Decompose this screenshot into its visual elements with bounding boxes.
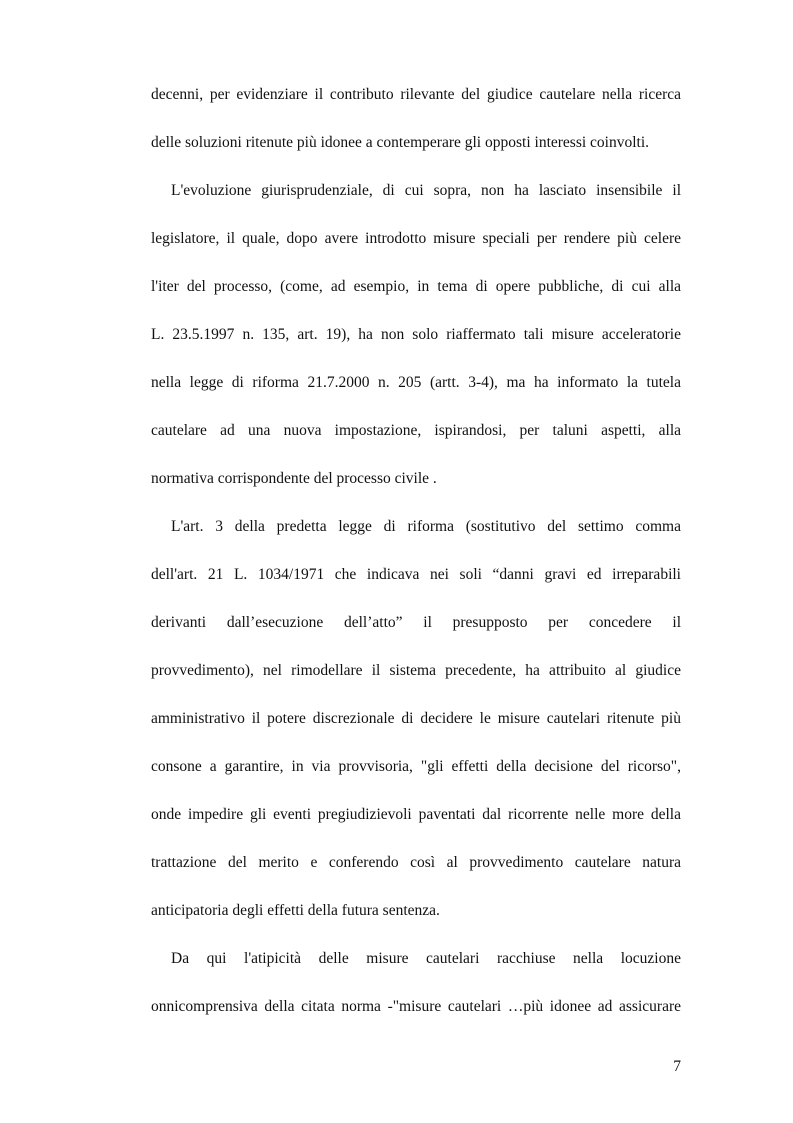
page-number: 7 [673,1058,681,1075]
text-line-20: onnicomprensiva della citata norma -"misure cautelari …più idonee ad assicurare [151,998,681,1015]
text-line-3: L'evoluzione giurisprudenziale, di cui sopra, non ha lasciato insensibile il [171,182,681,199]
text-line-1: decenni, per evidenziare il contributo rilevante del giudice cautelare nella ricerca [151,86,681,103]
text-line-7: nella legge di riforma 21.7.2000 n. 205 (artt. 3-4), ma ha informato la tutela [151,374,681,391]
text-line-10: L'art. 3 della predetta legge di riforma (sostitutivo del settimo comma [171,518,681,535]
text-line-6: L. 23.5.1997 n. 135, art. 19), ha non solo riaffermato tali misure acceleratorie [151,326,681,343]
text-line-16: onde impedire gli eventi pregiudizievoli paventati dal ricorrente nelle more della [151,806,681,823]
text-line-18: anticipatoria degli effetti della futura sentenza. [151,902,440,919]
text-line-11: dell'art. 21 L. 1034/1971 che indicava nei soli “danni gravi ed irreparabili [151,566,681,583]
text-line-2: delle soluzioni ritenute più idonee a contemperare gli opposti interessi coinvolti. [151,134,650,151]
text-line-12: derivanti dall’esecuzione dell’atto” il presupposto per concedere il [151,614,681,631]
text-line-19: Da qui l'atipicità delle misure cautelari racchiuse nella locuzione [171,950,681,967]
text-line-9: normativa corrispondente del processo civile . [151,470,437,487]
text-line-13: provvedimento), nel rimodellare il sistema precedente, ha attribuito al giudice [151,662,681,679]
text-line-14: amministrativo il potere discrezionale di decidere le misure cautelari ritenute più [151,710,681,727]
text-line-8: cautelare ad una nuova impostazione, ispirandosi, per taluni aspetti, alla [151,422,681,439]
text-line-5: l'iter del processo, (come, ad esempio, in tema di opere pubbliche, di cui alla [151,278,681,295]
text-line-17: trattazione del merito e conferendo così al provvedimento cautelare natura [151,854,681,871]
text-line-15: consone a garantire, in via provvisoria, "gli effetti della decisione del ricorso", [151,758,681,775]
text-line-4: legislatore, il quale, dopo avere introdotto misure speciali per rendere più celere [151,230,681,247]
